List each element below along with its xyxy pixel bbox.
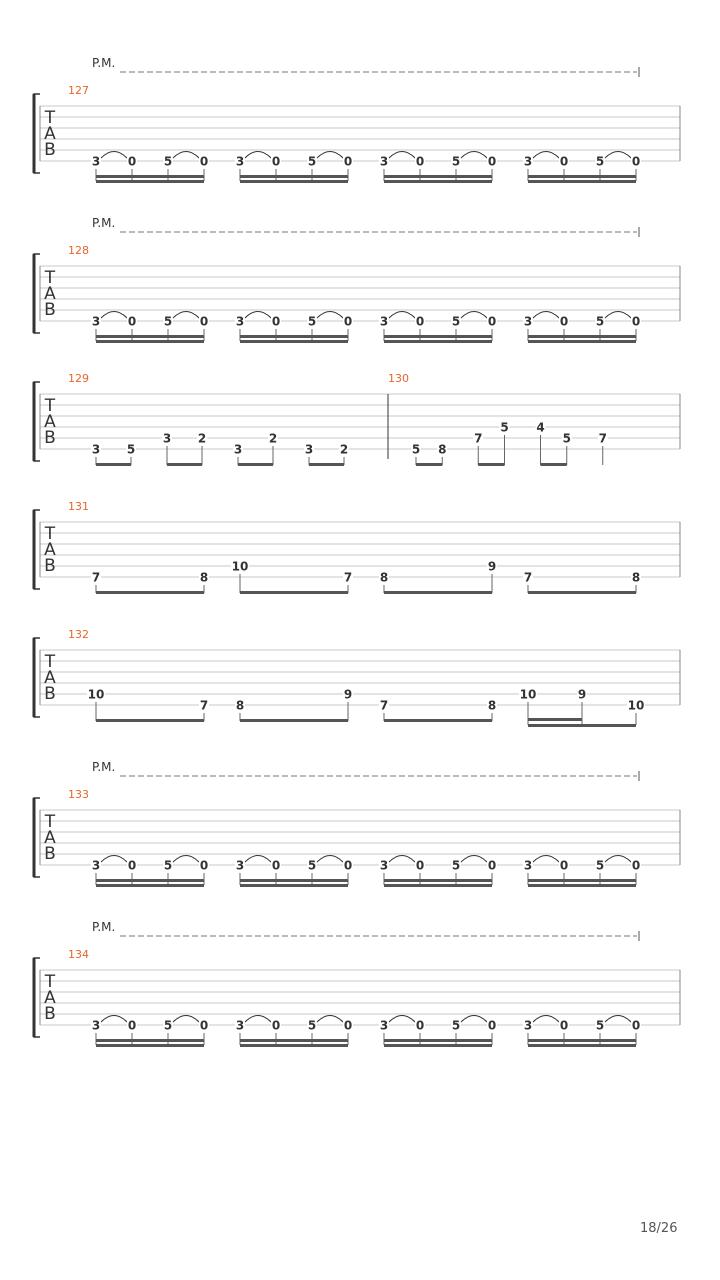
beam	[528, 1039, 636, 1042]
beam-secondary	[240, 884, 348, 887]
tab-system	[34, 56, 680, 183]
fret-number: 3	[91, 314, 101, 329]
fret-number: 0	[127, 858, 137, 873]
fret-number: 8	[379, 570, 389, 585]
fret-number: 3	[379, 314, 389, 329]
tab-system	[34, 372, 680, 466]
fret-number: 3	[523, 314, 533, 329]
tab-clef-letter: A	[44, 540, 56, 560]
beam-secondary	[384, 340, 492, 343]
fret-number: 2	[268, 431, 278, 446]
fret-number: 0	[559, 858, 569, 873]
beam	[528, 591, 636, 594]
beam-secondary	[240, 180, 348, 183]
fret-number: 7	[598, 431, 607, 446]
tie-arc	[533, 152, 559, 159]
fret-number: 0	[199, 314, 209, 329]
tie-arc	[389, 152, 415, 159]
tie-arc	[101, 1016, 127, 1023]
tab-system	[34, 920, 680, 1047]
fret-number: 3	[235, 858, 245, 873]
tie-arc	[317, 856, 343, 863]
fret-number: 0	[559, 1018, 569, 1033]
fret-number: 3	[91, 858, 101, 873]
fret-number: 0	[199, 1018, 209, 1033]
tab-clef-letter: A	[44, 668, 56, 688]
tab-clef-letter: T	[44, 972, 56, 992]
beam-secondary	[240, 340, 348, 343]
beam	[384, 719, 492, 722]
fret-number: 0	[631, 154, 641, 169]
fret-number: 0	[559, 314, 569, 329]
page-number: 18/26	[640, 1221, 678, 1236]
beam	[541, 463, 567, 466]
tab-clef-letter: B	[44, 556, 56, 576]
tab-system	[34, 628, 680, 727]
beam	[96, 879, 204, 882]
fret-number: 0	[415, 314, 425, 329]
tie-arc	[389, 1016, 415, 1023]
tab-clef-letter: A	[44, 828, 56, 848]
beam	[96, 719, 204, 722]
fret-number: 3	[379, 154, 389, 169]
fret-number: 9	[343, 687, 353, 702]
fret-number: 3	[91, 1018, 101, 1033]
measure-number: 134	[68, 948, 89, 961]
fret-number: 0	[271, 1018, 281, 1033]
measure-number: 130	[388, 372, 409, 385]
palm-mute-label: P.M.	[92, 920, 116, 934]
tab-clef-letter: T	[44, 652, 56, 672]
beam	[309, 463, 344, 466]
tab-clef-letter: A	[44, 124, 56, 144]
tab-clef-letter: A	[44, 988, 56, 1008]
fret-number: 5	[307, 314, 317, 329]
beam	[478, 463, 504, 466]
fret-number: 5	[163, 314, 173, 329]
fret-number: 8	[631, 570, 641, 585]
tie-arc	[533, 856, 559, 863]
beam	[238, 463, 273, 466]
tab-clef-letter: T	[44, 396, 56, 416]
beam	[96, 1039, 204, 1042]
tie-arc	[245, 856, 271, 863]
fret-number: 5	[163, 1018, 173, 1033]
beam-secondary	[384, 180, 492, 183]
fret-number: 5	[411, 442, 421, 457]
tab-clef-letter: B	[44, 300, 56, 320]
tab-system	[34, 216, 680, 343]
beam-secondary	[528, 180, 636, 183]
fret-number: 5	[562, 431, 571, 446]
fret-number: 0	[487, 314, 497, 329]
tie-arc	[173, 312, 199, 319]
fret-number: 0	[127, 1018, 137, 1033]
fret-number: 5	[595, 1018, 605, 1033]
tie-arc	[389, 312, 415, 319]
fret-number: 3	[235, 1018, 245, 1033]
fret-number: 0	[271, 858, 281, 873]
fret-number: 5	[595, 314, 605, 329]
beam	[167, 463, 202, 466]
beam	[528, 335, 636, 338]
tab-clef-letter: A	[44, 284, 56, 304]
fret-number: 2	[339, 442, 349, 457]
measure-number: 128	[68, 244, 89, 257]
beam	[528, 724, 636, 727]
fret-number: 3	[91, 442, 101, 457]
beam	[96, 591, 204, 594]
beam	[240, 719, 348, 722]
fret-number: 0	[343, 154, 353, 169]
tab-clef-letter: B	[44, 1004, 56, 1024]
beam-secondary	[240, 1044, 348, 1047]
beam-secondary	[528, 884, 636, 887]
fret-number: 10	[231, 559, 249, 574]
fret-number: 3	[523, 154, 533, 169]
fret-number: 0	[631, 1018, 641, 1033]
fret-number: 8	[199, 570, 209, 585]
beam	[96, 175, 204, 178]
fret-number: 5	[163, 858, 173, 873]
fret-number: 7	[379, 698, 389, 713]
beam-secondary	[528, 718, 582, 721]
fret-number: 0	[271, 314, 281, 329]
fret-number: 0	[343, 1018, 353, 1033]
measure-number: 131	[68, 500, 89, 513]
tie-arc	[461, 856, 487, 863]
beam-secondary	[528, 340, 636, 343]
beam	[384, 879, 492, 882]
fret-number: 0	[271, 154, 281, 169]
tie-arc	[605, 152, 631, 159]
tie-arc	[173, 856, 199, 863]
palm-mute-label: P.M.	[92, 760, 116, 774]
tab-clef-letter: B	[44, 684, 56, 704]
tie-arc	[245, 152, 271, 159]
tab-clef-letter: T	[44, 108, 56, 128]
fret-number: 3	[379, 858, 389, 873]
beam	[416, 463, 442, 466]
fret-number: 5	[451, 154, 461, 169]
fret-number: 2	[197, 431, 207, 446]
fret-number: 0	[127, 154, 137, 169]
tab-system	[34, 760, 680, 887]
beam	[240, 879, 348, 882]
fret-number: 3	[235, 314, 245, 329]
fret-number: 5	[451, 858, 461, 873]
tie-arc	[461, 312, 487, 319]
fret-number: 10	[519, 687, 537, 702]
measure-number: 129	[68, 372, 89, 385]
fret-number: 7	[523, 570, 533, 585]
fret-number: 0	[415, 1018, 425, 1033]
beam	[240, 335, 348, 338]
tie-arc	[101, 152, 127, 159]
fret-number: 0	[631, 858, 641, 873]
fret-number: 5	[595, 154, 605, 169]
fret-number: 4	[536, 420, 545, 435]
tie-arc	[317, 152, 343, 159]
fret-number: 5	[595, 858, 605, 873]
tab-clef-letter: B	[44, 428, 56, 448]
beam	[96, 335, 204, 338]
fret-number: 7	[474, 431, 483, 446]
fret-number: 7	[91, 570, 101, 585]
fret-number: 3	[162, 431, 172, 446]
tab-clef-letter: B	[44, 844, 56, 864]
beam	[528, 879, 636, 882]
tie-arc	[605, 1016, 631, 1023]
fret-number: 10	[627, 698, 645, 713]
tie-arc	[533, 312, 559, 319]
beam-secondary	[96, 1044, 204, 1047]
fret-number: 0	[487, 154, 497, 169]
tie-arc	[101, 312, 127, 319]
measure-number: 133	[68, 788, 89, 801]
tie-arc	[389, 856, 415, 863]
beam	[384, 175, 492, 178]
tie-arc	[533, 1016, 559, 1023]
fret-number: 9	[487, 559, 497, 574]
fret-number: 9	[577, 687, 587, 702]
palm-mute-label: P.M.	[92, 56, 116, 70]
measure-number: 132	[68, 628, 89, 641]
beam	[240, 1039, 348, 1042]
tab-clef-letter: T	[44, 268, 56, 288]
beam	[240, 591, 348, 594]
fret-number: 0	[127, 314, 137, 329]
beam	[96, 463, 131, 466]
beam	[240, 175, 348, 178]
fret-number: 5	[307, 154, 317, 169]
fret-number: 5	[307, 1018, 317, 1033]
palm-mute-label: P.M.	[92, 216, 116, 230]
tie-arc	[317, 312, 343, 319]
fret-number: 5	[126, 442, 136, 457]
fret-number: 8	[438, 442, 447, 457]
tab-clef-letter: A	[44, 412, 56, 432]
tie-arc	[317, 1016, 343, 1023]
tab-clef-letter: T	[44, 812, 56, 832]
fret-number: 0	[631, 314, 641, 329]
fret-number: 0	[487, 858, 497, 873]
fret-number: 0	[559, 154, 569, 169]
beam	[528, 175, 636, 178]
fret-number: 5	[500, 420, 509, 435]
tab-clef-letter: B	[44, 140, 56, 160]
fret-number: 0	[343, 314, 353, 329]
fret-number: 0	[487, 1018, 497, 1033]
fret-number: 3	[379, 1018, 389, 1033]
fret-number: 3	[304, 442, 314, 457]
tab-system	[34, 500, 680, 594]
tab-clef-letter: T	[44, 524, 56, 544]
beam-secondary	[384, 1044, 492, 1047]
tie-arc	[245, 312, 271, 319]
beam-secondary	[528, 1044, 636, 1047]
beam-secondary	[384, 884, 492, 887]
fret-number: 3	[91, 154, 101, 169]
tie-arc	[173, 152, 199, 159]
beam	[384, 335, 492, 338]
fret-number: 7	[343, 570, 353, 585]
beam	[384, 1039, 492, 1042]
fret-number: 0	[343, 858, 353, 873]
fret-number: 10	[87, 687, 105, 702]
tie-arc	[245, 1016, 271, 1023]
beam-secondary	[96, 180, 204, 183]
fret-number: 8	[235, 698, 245, 713]
tie-arc	[461, 152, 487, 159]
fret-number: 3	[523, 1018, 533, 1033]
fret-number: 8	[487, 698, 497, 713]
measure-number: 127	[68, 84, 89, 97]
fret-number: 3	[233, 442, 243, 457]
fret-number: 0	[199, 154, 209, 169]
tie-arc	[101, 856, 127, 863]
fret-number: 0	[415, 858, 425, 873]
fret-number: 5	[451, 314, 461, 329]
tie-arc	[605, 856, 631, 863]
fret-number: 0	[199, 858, 209, 873]
fret-number: 3	[523, 858, 533, 873]
beam	[384, 591, 492, 594]
fret-number: 5	[307, 858, 317, 873]
fret-number: 5	[451, 1018, 461, 1033]
beam-secondary	[96, 884, 204, 887]
tie-arc	[605, 312, 631, 319]
beam-secondary	[96, 340, 204, 343]
fret-number: 3	[235, 154, 245, 169]
fret-number: 7	[199, 698, 209, 713]
tie-arc	[461, 1016, 487, 1023]
fret-number: 0	[415, 154, 425, 169]
tie-arc	[173, 1016, 199, 1023]
fret-number: 5	[163, 154, 173, 169]
